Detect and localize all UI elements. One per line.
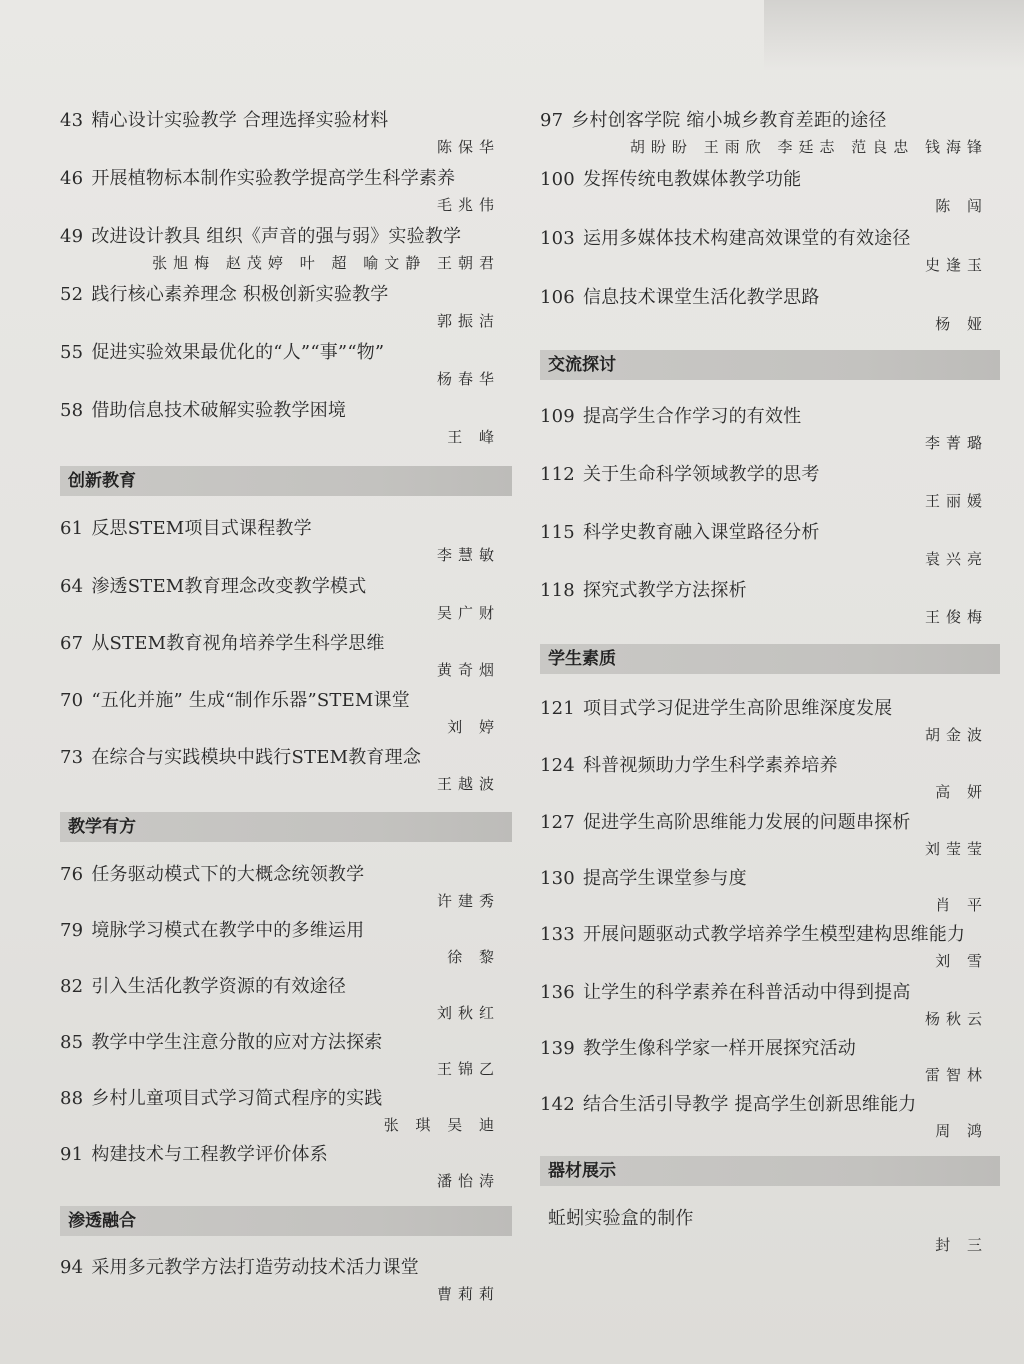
toc-entry[interactable] — [540, 106, 1000, 164]
toc-entry[interactable] — [60, 338, 512, 396]
page-number: 115 — [540, 522, 575, 543]
article-title: 教学中学生注意分散的应对方法探索 — [91, 1032, 383, 1053]
page-number: 142 — [540, 1094, 575, 1115]
page-number: 46 — [60, 168, 84, 189]
toc-entry[interactable] — [540, 864, 1000, 922]
article-title: 提高学生课堂参与度 — [582, 868, 747, 889]
article-title: 任务驱动模式下的大概念统领教学 — [91, 864, 365, 885]
article-author: 胡金波 — [924, 726, 988, 744]
page-number: 55 — [60, 342, 84, 363]
article-title: 践行核心素养理念 积极创新实验教学 — [91, 284, 389, 305]
entry-title-line — [540, 224, 911, 250]
article-title: 提高学生合作学习的有效性 — [582, 406, 802, 427]
article-author: 张旭梅 赵茂婷 叶 超 喻文静 王朝君 — [152, 254, 500, 272]
article-title: “五化并施” 生成“制作乐器”STEM课堂 — [91, 690, 410, 711]
article-author: 李菁璐 — [924, 434, 988, 452]
entry-title-line — [60, 686, 410, 712]
page-number: 121 — [540, 698, 575, 719]
toc-entry[interactable] — [540, 165, 1000, 223]
toc-entry[interactable] — [540, 283, 1000, 341]
toc-entry[interactable] — [60, 972, 512, 1030]
toc-entry[interactable] — [540, 460, 1000, 518]
article-title: 从STEM教育视角培养学生科学思维 — [91, 633, 385, 654]
page-number: 88 — [60, 1088, 84, 1109]
toc-entry[interactable] — [540, 1034, 1000, 1092]
toc-entry[interactable] — [60, 629, 512, 687]
article-title: 渗透STEM教育理念改变教学模式 — [91, 576, 367, 597]
page-number: 43 — [60, 110, 84, 131]
page-number: 61 — [60, 518, 84, 539]
entry-title-line — [60, 1253, 419, 1279]
entry-title-line — [540, 1204, 694, 1230]
toc-entry[interactable] — [60, 916, 512, 974]
article-author: 肖 平 — [935, 896, 988, 914]
entry-title-line — [540, 751, 838, 777]
toc-entry[interactable] — [60, 1028, 512, 1086]
article-author: 张 琪 吴 迪 — [383, 1116, 500, 1134]
article-author: 杨春华 — [436, 370, 500, 388]
article-title: 项目式学习促进学生高阶思维深度发展 — [582, 698, 893, 719]
article-author: 潘怡涛 — [436, 1172, 500, 1190]
toc-entry[interactable] — [60, 106, 512, 164]
article-author: 封 三 — [935, 1236, 988, 1254]
page-corner-shadow — [764, 0, 1024, 70]
page-number: 124 — [540, 755, 575, 776]
entry-title-line — [60, 1140, 328, 1166]
section-header: 交流探讨 — [540, 350, 1000, 380]
toc-entry[interactable] — [540, 1204, 1000, 1262]
entry-title-line — [60, 396, 346, 422]
toc-entry[interactable] — [60, 686, 512, 744]
article-author: 刘秋红 — [436, 1004, 500, 1022]
entry-title-line — [60, 1084, 383, 1110]
article-title: 引入生活化教学资源的有效途径 — [91, 976, 347, 997]
article-author: 黄奇烟 — [436, 661, 500, 679]
entry-title-line — [60, 916, 364, 942]
page-number: 130 — [540, 868, 575, 889]
entry-title-line — [540, 1034, 856, 1060]
article-author: 刘 婷 — [447, 718, 500, 736]
page-number: 67 — [60, 633, 84, 654]
page-number: 133 — [540, 924, 575, 945]
toc-entry[interactable] — [540, 808, 1000, 866]
toc-entry[interactable] — [540, 402, 1000, 460]
entry-title-line — [540, 283, 820, 309]
toc-entry[interactable] — [540, 576, 1000, 634]
toc-entry[interactable] — [60, 222, 512, 280]
page-number: 106 — [540, 287, 575, 308]
article-title: 精心设计实验教学 合理选择实验材料 — [91, 110, 389, 131]
entry-title-line — [540, 694, 892, 720]
article-author: 胡盼盼 王雨欣 李廷志 范良忠 钱海锋 — [629, 138, 988, 156]
article-title: 发挥传统电教媒体教学功能 — [582, 169, 802, 190]
article-author: 曹莉莉 — [436, 1285, 500, 1303]
toc-entry[interactable] — [60, 396, 512, 454]
article-title: 开展植物标本制作实验教学提高学生科学素养 — [91, 168, 456, 189]
article-title: 反思STEM项目式课程教学 — [91, 518, 312, 539]
page-number: 118 — [540, 580, 575, 601]
page-number: 58 — [60, 400, 84, 421]
article-author: 王锦乙 — [436, 1060, 500, 1078]
article-author: 周 鸿 — [935, 1122, 988, 1140]
entry-title-line — [540, 518, 820, 544]
article-title: 促进实验效果最优化的“人”“事”“物” — [91, 342, 385, 363]
toc-entry[interactable] — [540, 518, 1000, 576]
article-title: 科普视频助力学生科学素养培养 — [582, 755, 838, 776]
article-title: 乡村创客学院 缩小城乡教育差距的途径 — [571, 110, 887, 131]
toc-entry[interactable] — [60, 514, 512, 572]
article-title: 开展问题驱动式教学培养学生模型建构思维能力 — [582, 924, 966, 945]
article-author: 杨 娅 — [935, 315, 988, 333]
toc-entry[interactable] — [60, 860, 512, 918]
entry-title-line — [540, 460, 820, 486]
article-title: 教学生像科学家一样开展探究活动 — [582, 1038, 856, 1059]
page-number: 112 — [540, 464, 575, 485]
article-author: 许建秀 — [436, 892, 500, 910]
page-number: 49 — [60, 226, 84, 247]
article-title: 运用多媒体技术构建高效课堂的有效途径 — [582, 228, 911, 249]
article-author: 王丽媛 — [924, 492, 988, 510]
page-number: 94 — [60, 1257, 84, 1278]
entry-title-line — [60, 972, 346, 998]
entry-title-line — [540, 978, 911, 1004]
entry-title-line — [60, 338, 384, 364]
page-number: 91 — [60, 1144, 84, 1165]
article-author: 王越波 — [436, 775, 500, 793]
entry-title-line — [540, 808, 911, 834]
entry-title-line — [540, 106, 887, 132]
article-title: 乡村儿童项目式学习简式程序的实践 — [91, 1088, 383, 1109]
article-title: 促进学生高阶思维能力发展的问题串探析 — [582, 812, 911, 833]
section-header: 器材展示 — [540, 1156, 1000, 1186]
page-number: 79 — [60, 920, 84, 941]
article-author: 李慧敏 — [436, 546, 500, 564]
page-number: 136 — [540, 982, 575, 1003]
article-author: 史逢玉 — [924, 256, 988, 274]
entry-title-line — [540, 402, 801, 428]
article-title: 改进设计教具 组织《声音的强与弱》实验教学 — [91, 226, 462, 247]
toc-entry[interactable] — [60, 1253, 512, 1311]
article-author: 杨秋云 — [924, 1010, 988, 1028]
article-author: 郭振洁 — [436, 312, 500, 330]
toc-entry[interactable] — [60, 280, 512, 338]
page-number: 103 — [540, 228, 575, 249]
article-title: 关于生命科学领域教学的思考 — [582, 464, 820, 485]
article-title: 构建技术与工程教学评价体系 — [91, 1144, 328, 1165]
article-title: 采用多元教学方法打造劳动技术活力课堂 — [91, 1257, 419, 1278]
entry-title-line — [540, 165, 801, 191]
entry-title-line — [540, 1090, 917, 1116]
article-title: 让学生的科学素养在科普活动中得到提高 — [582, 982, 911, 1003]
toc-entry[interactable] — [60, 1084, 512, 1142]
page-number: 85 — [60, 1032, 84, 1053]
toc-entry[interactable] — [540, 751, 1000, 809]
article-author: 毛兆伟 — [436, 196, 500, 214]
article-author: 王 峰 — [447, 428, 500, 446]
page-number: 52 — [60, 284, 84, 305]
article-title: 科学史教育融入课堂路径分析 — [582, 522, 820, 543]
entry-title-line — [60, 572, 366, 598]
toc-entry[interactable] — [60, 1140, 512, 1198]
entry-title-line — [540, 576, 747, 602]
toc-entry[interactable] — [540, 920, 1000, 978]
toc-entry[interactable] — [540, 978, 1000, 1036]
page-number: 76 — [60, 864, 84, 885]
article-author: 刘莹莹 — [924, 840, 988, 858]
page-number: 97 — [540, 110, 564, 131]
page-number: 139 — [540, 1038, 575, 1059]
article-author: 陈保华 — [436, 138, 500, 156]
article-author: 陈 闯 — [935, 197, 988, 215]
section-header: 渗透融合 — [60, 1206, 512, 1236]
article-title: 借助信息技术破解实验教学困境 — [91, 400, 347, 421]
entry-title-line — [540, 864, 747, 890]
article-title: 探究式教学方法探析 — [582, 580, 747, 601]
article-author: 吴广财 — [436, 604, 500, 622]
page-number: 70 — [60, 690, 84, 711]
article-author: 高 妍 — [935, 783, 988, 801]
section-header: 创新教育 — [60, 466, 512, 496]
entry-title-line — [60, 1028, 383, 1054]
page-number: 127 — [540, 812, 575, 833]
toc-entry[interactable] — [540, 224, 1000, 282]
article-author: 刘 雪 — [935, 952, 988, 970]
page-number: 73 — [60, 747, 84, 768]
article-title: 境脉学习模式在教学中的多维运用 — [91, 920, 365, 941]
section-header: 学生素质 — [540, 644, 1000, 674]
toc-entry[interactable] — [540, 1090, 1000, 1148]
section-header: 教学有方 — [60, 812, 512, 842]
toc-entry[interactable] — [60, 572, 512, 630]
page-number: 64 — [60, 576, 84, 597]
entry-title-line — [540, 920, 965, 946]
article-title: 信息技术课堂生活化教学思路 — [582, 287, 820, 308]
toc-entry[interactable] — [540, 694, 1000, 752]
entry-title-line — [60, 629, 385, 655]
entry-title-line — [60, 164, 455, 190]
article-author: 徐 黎 — [447, 948, 500, 966]
article-author: 雷智林 — [924, 1066, 988, 1084]
article-title: 结合生活引导教学 提高学生创新思维能力 — [582, 1094, 917, 1115]
entry-title-line — [60, 106, 388, 132]
article-title: 蚯蚓实验盒的制作 — [548, 1208, 694, 1229]
entry-title-line — [60, 222, 461, 248]
page-number: 100 — [540, 169, 575, 190]
entry-title-line — [60, 860, 364, 886]
article-author: 袁兴亮 — [924, 550, 988, 568]
toc-entry[interactable] — [60, 743, 512, 801]
entry-title-line — [60, 280, 388, 306]
toc-entry[interactable] — [60, 164, 512, 222]
article-author: 王俊梅 — [924, 608, 988, 626]
entry-title-line — [60, 743, 421, 769]
article-title: 在综合与实践模块中践行STEM教育理念 — [91, 747, 422, 768]
page-number: 82 — [60, 976, 84, 997]
page-number: 109 — [540, 406, 575, 427]
entry-title-line — [60, 514, 312, 540]
